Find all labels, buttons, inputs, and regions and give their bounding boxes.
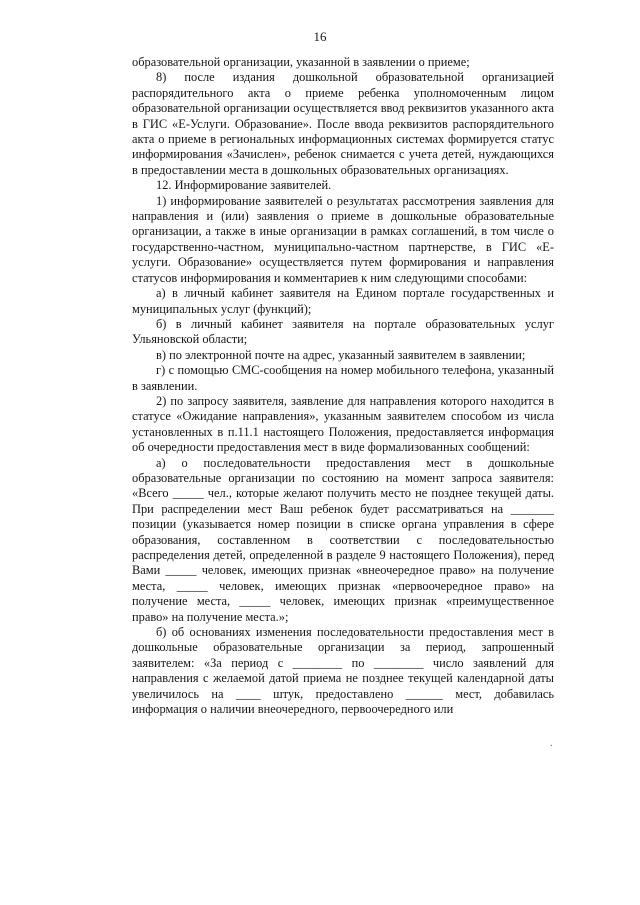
paragraph-item-1: 1) информирование заявителей о результатах рассмотрения заявления для направления и (или) заявления о приеме в дошкольные образовательные организации, а также в иные организации в рамках соглашений, в том числе о государственно-частном, муниципально-частном партнерстве, в ГИС «Е-услуги. Образование» осуществляется путем формирования и направления статусов информирования и комментариев к ним следующими способами: bbox=[132, 193, 554, 285]
paragraph-item-8: 8) после издания дошкольной образовательной организацией распорядительного акта о приеме ребенка уполномоченным лицом образовательной организации осуществляется ввод реквизитов указанного акта в ГИС «Е-Услуги. Образование». После ввода реквизитов распорядительного акта о приеме в региональных информационных системах формируется статус информирования «Зачислен», ребенок снимается с учета детей, нуждающихся в предоставлении места в дошкольных образовательных организациях. bbox=[132, 70, 554, 177]
list-item-g-sms: г) с помощью СМС-сообщения на номер мобильного телефона, указанный в заявлении. bbox=[132, 363, 554, 393]
paragraph-item-2b-changes-message: б) об основаниях изменения последовательности предоставления мест в дошкольные образовательные организации за период, запрошенный заявителем: «За период с ________ по ________ число заявлений для направления с желаемой датой приема не позднее текущей календарной даты увеличилось на ____ штук, предоставлено ______ мест, добавилась информация о наличии внеочередного, первоочередного или bbox=[132, 625, 554, 717]
list-item-v-email: в) по электронной почте на адрес, указанный заявителем в заявлении; bbox=[156, 347, 526, 362]
paragraph-item-2a-queue-message: а) о последовательности предоставления мест в дошкольные образовательные организации по состоянию на момент запроса заявителя: «Всего _____ чел., которые желают получить место не позднее текущей даты. При распределении мест Ваш ребенок будет рассматриваться на _______ позиции (указывается номер позиции в списке органа управления в сфере образования, составленном в соответствии с последовательностью распределения детей, определенной в разделе 9 настоящего Положения), перед Вами _____ человек, имеющих признак «внеочередное право» на получение места, _____ человек, имеющих признак «первоочередное право» на получение места, _____ человек, имеющих признак «преимущественное право» на получение места.»; bbox=[132, 455, 554, 624]
page-number: 16 bbox=[313, 29, 327, 44]
paragraph-item-2: 2) по запросу заявителя, заявление для направления которого находится в статусе «Ожидание направления», указанным заявителем способом из числа установленных в п.11.1 настоящего Положения, предоставляется информация об очередности предоставления мест в виде формализованных сообщений: bbox=[132, 393, 554, 455]
list-item-a-gosuslugi: а) в личный кабинет заявителя на Едином портале государственных и муниципальных услуг (функций); bbox=[132, 286, 554, 316]
section-heading-12: 12. Информирование заявителей. bbox=[156, 178, 332, 193]
scan-speck: . bbox=[550, 738, 553, 749]
list-item-b-regional-portal: б) в личный кабинет заявителя на портале образовательных услуг Ульяновской области; bbox=[132, 316, 554, 347]
paragraph-continuation: образовательной организации, указанной в заявлении о приеме; bbox=[132, 55, 470, 69]
body-text bbox=[132, 55, 554, 717]
